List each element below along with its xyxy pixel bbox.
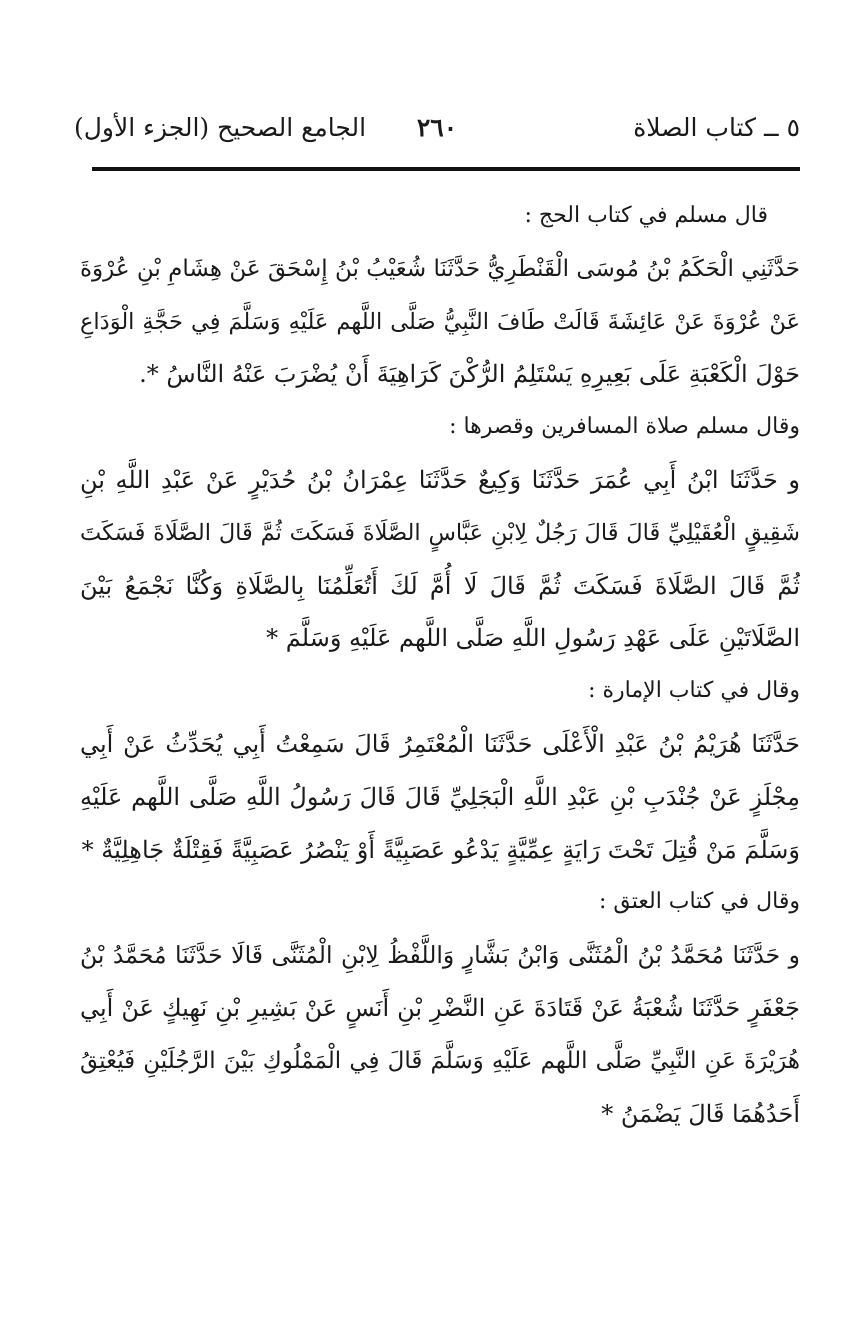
section-imara	[80, 665, 800, 876]
section-hajj	[80, 190, 800, 401]
chapter-title: ٥ ــ كتاب الصلاة	[633, 113, 800, 142]
page-header	[74, 108, 800, 148]
text-line: الصَّلَاتَيْنِ عَلَى عَهْدِ رَسُولِ اللَّهِ صَلَّى اللَّهم عَلَيْهِ وَسَلَّمَ *	[266, 624, 800, 653]
text-line: جَعْفَرٍ حَدَّثَنَا شُعْبَةُ عَنْ قَتَادَةَ عَنِ النَّضْرِ بْنِ أَنَسٍ عَنْ بَشِيرِ بْنِ نَهِيكٍ عَنْ أَبِي	[80, 993, 800, 1022]
text-line: حَدَّثَنَا هُرَيْمُ بْنُ عَبْدِ الْأَعْلَى حَدَّثَنَا الْمُعْتَمِرُ قَالَ سَمِعْتُ أَبِي يُحَدِّثُ عَنْ أَبِي	[80, 729, 800, 758]
text-line: عَنْ عُرْوَةَ عَنْ عَائِشَةَ قَالَتْ طَافَ النَّبِيُّ صَلَّى اللَّهم عَلَيْهِ وَسَلَّمَ فِي حَجَّةِ الْوَدَاعِ	[80, 308, 800, 335]
text-line: وَسَلَّمَ مَنْ قُتِلَ تَحْتَ رَايَةٍ عِمِّيَّةٍ يَدْعُو عَصَبِيَّةً أَوْ يَنْصُرُ عَصَبِيَّةً فَقِتْلَةٌ جَاهِلِيَّةٌ *	[81, 835, 800, 864]
text-line: هُرَيْرَةَ عَنِ النَّبِيِّ صَلَّى اللَّهم عَلَيْهِ وَسَلَّمَ قَالَ فِي الْمَمْلُوكِ بَيْنَ الرَّجُلَيْنِ فَيُعْتِقُ	[80, 1047, 800, 1074]
section-heading: وقال في كتاب العتق :	[598, 889, 800, 915]
text-line: أَحَدُهُمَا قَالَ يَضْمَنُ *	[601, 1099, 800, 1128]
section-travelers-prayer	[80, 401, 800, 665]
text-line: حَوْلَ الْكَعْبَةِ عَلَى بَعِيرِهِ يَسْتَلِمُ الرُّكْنَ كَرَاهِيَةَ أَنْ يُضْرَبَ عَنْهُ النَّاسُ *.	[139, 360, 800, 389]
text-line: حَدَّثَنِي الْحَكَمُ بْنُ مُوسَى الْقَنْطَرِيُّ حَدَّثَنَا شُعَيْبُ بْنُ إِسْحَقَ عَنْ هِشَامِ بْنِ عُرْوَةَ	[80, 255, 800, 282]
section-itq	[80, 876, 800, 1140]
text-line: و حَدَّثَنَا مُحَمَّدُ بْنُ الْمُثَنَّى وَابْنُ بَشَّارٍ وَاللَّفْظُ لِابْنِ الْمُثَنَّى قَالَا حَدَّثَنَا مُحَمَّدُ بْنُ	[80, 941, 800, 970]
header-divider	[92, 167, 800, 171]
section-heading: وقال في كتاب الإمارة :	[588, 678, 800, 704]
book-title: الجامع الصحيح (الجزء الأول)	[74, 113, 367, 142]
page-number: ٢٦٠	[416, 113, 458, 142]
section-heading: وقال مسلم صلاة المسافرين وقصرها :	[449, 414, 800, 440]
text-line: ثُمَّ قَالَ الصَّلَاةَ فَسَكَتَ ثُمَّ قَالَ لَا أُمَّ لَكَ أَتُعَلِّمُنَا بِالصَّلَاةِ وَكُنَّا نَجْمَعُ بَيْنَ	[80, 571, 800, 600]
section-heading: قال مسلم في كتاب الحج :	[524, 203, 768, 228]
text-line: مِجْلَزٍ عَنْ جُنْدَبِ بْنِ عَبْدِ اللَّهِ الْبَجَلِيِّ قَالَ قَالَ رَسُولُ اللَّهِ صَلَّى اللَّهم عَلَيْهِ	[80, 782, 800, 811]
text-line: و حَدَّثَنَا ابْنُ أَبِي عُمَرَ حَدَّثَنَا وَكِيعٌ حَدَّثَنَا عِمْرَانُ بْنُ حُدَيْرٍ عَنْ عَبْدِ اللَّهِ بْنِ	[80, 465, 800, 494]
page-body	[80, 190, 800, 1140]
text-line: شَقِيقٍ الْعُقَيْلِيِّ قَالَ قَالَ رَجُلٌ لِابْنِ عَبَّاسٍ الصَّلَاةَ فَسَكَتَ ثُمَّ قَالَ الصَّلَاةَ فَسَكَتَ	[80, 519, 800, 546]
